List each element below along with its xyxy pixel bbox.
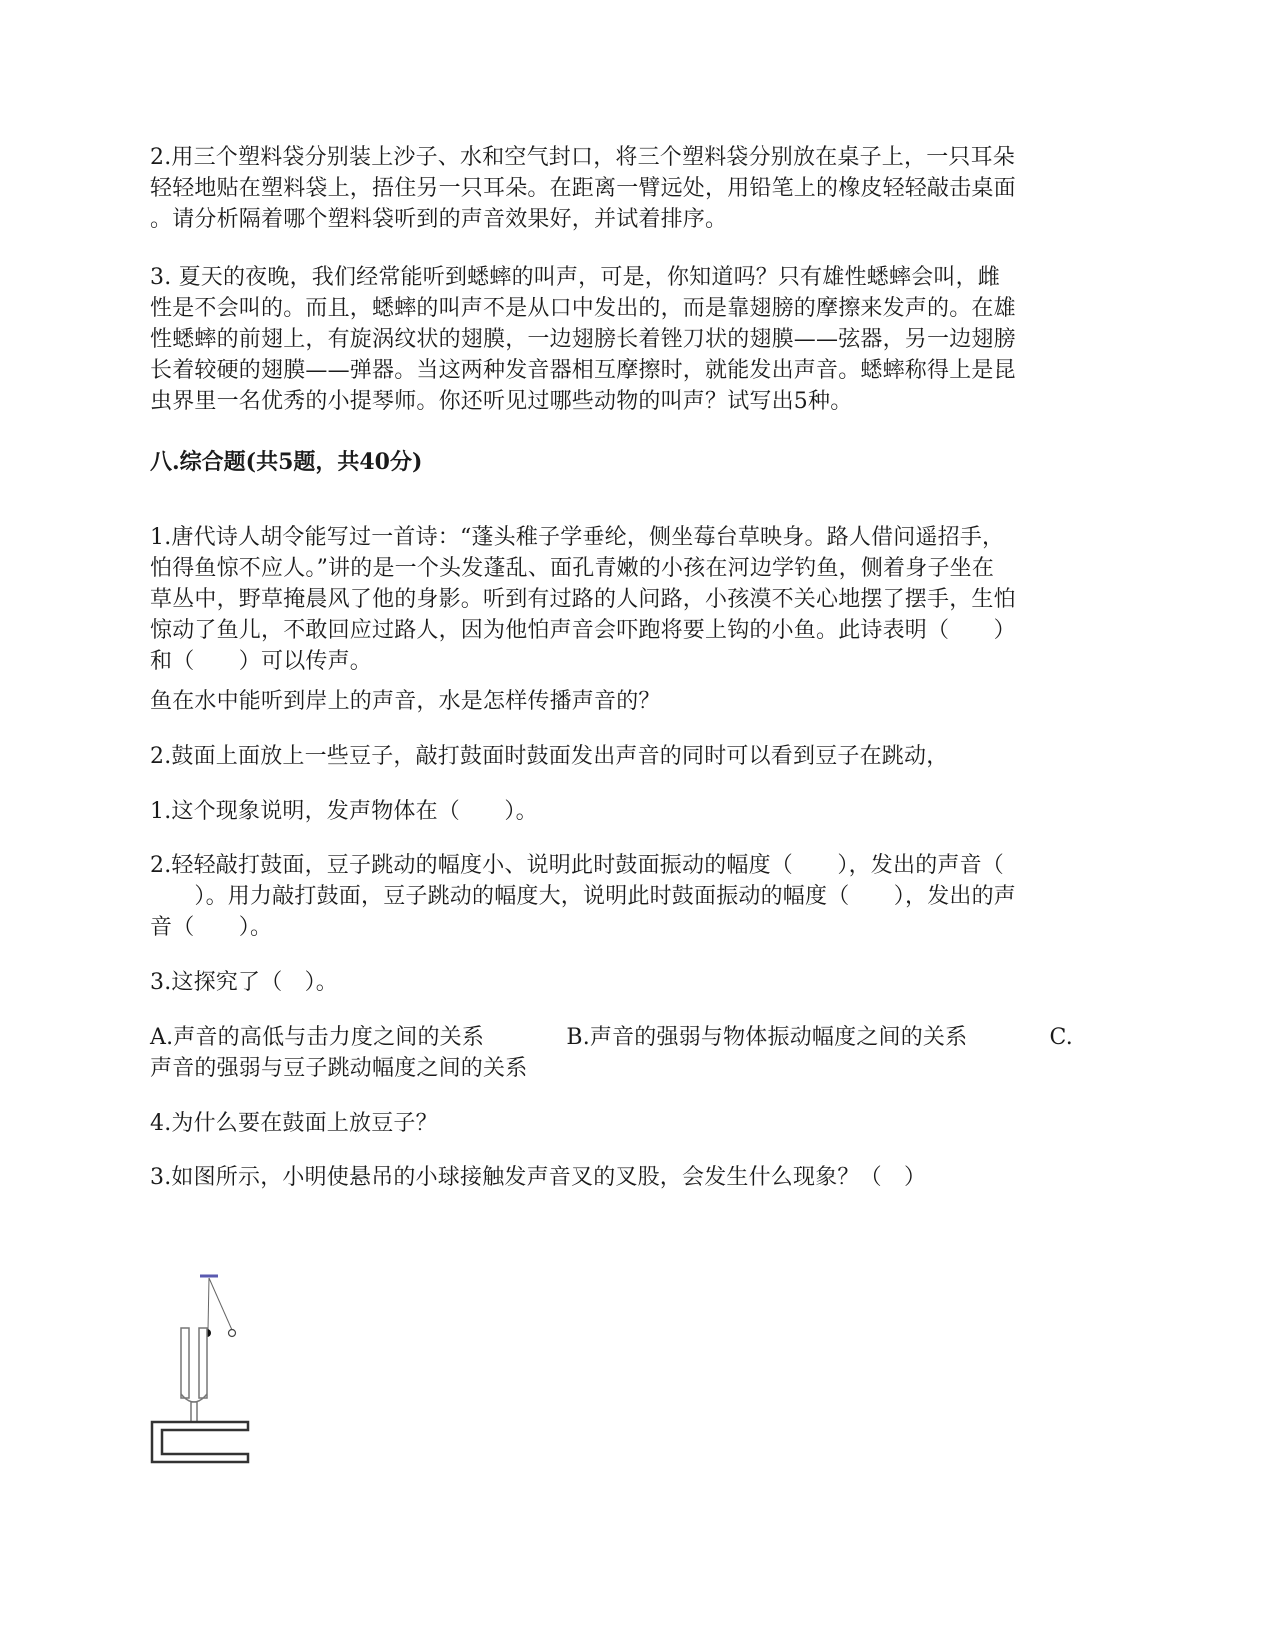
section8-question-2-options <box>150 1022 1125 1084</box>
section8-question-2-sub-2 <box>150 850 1125 943</box>
section8-question-1-subquestion: 鱼在水中能听到岸上的声音，水是怎样传播声音的？ <box>150 689 661 714</box>
tuning-fork-figure <box>150 1270 260 1470</box>
section8-question-1 <box>150 522 1125 677</box>
pendulum-string-rest <box>208 1278 209 1330</box>
section8-question-1-line: 1.唐代诗人胡令能写过一首诗：“蓬头稚子学垂纶，侧坐莓台草映身。路人借问遥招手， <box>150 525 1005 550</box>
question-3 <box>150 262 1125 417</box>
option-a: A.声音的高低与击力度之间的关系 <box>150 1025 485 1050</box>
section8-question-2-sub-2-line: ）。用力敲打鼓面，豆子跳动的幅度大，说明此时鼓面振动的幅度（ ），发出的声 <box>150 884 1017 909</box>
section8-question-1-line: 怕得鱼惊不应人。”讲的是一个头发蓬乱、面孔青嫩的小孩在河边学钓鱼，侧着身子坐在 <box>150 556 995 581</box>
question-3-line: 性是不会叫的。而且，蟋蟀的叫声不是从口中发出的，而是靠翅膀的摩擦来发声的。在雄 <box>150 296 1016 321</box>
question-2-line: 2.用三个塑料袋分别装上沙子、水和空气封口，将三个塑料袋分别放在桌子上，一只耳朵 <box>150 145 1015 170</box>
section8-question-2-sub-2-line: 音（ ）。 <box>150 915 273 940</box>
question-3-line: 虫界里一名优秀的小提琴师。你还听见过哪些动物的叫声？试写出5种。 <box>150 389 853 414</box>
section8-question-1-line: 和（ ）可以传声。 <box>150 649 373 674</box>
option-c-text: 声音的强弱与豆子跳动幅度之间的关系 <box>150 1056 528 1081</box>
question-3-line: 长着较硬的翅膜——弹器。当这两种发音器相互摩擦时，就能发出声音。蟋蟀称得上是昆 <box>150 358 1016 383</box>
options-first-line <box>150 1022 1125 1053</box>
option-c-prefix: C. <box>1049 1025 1073 1050</box>
section8-question-2-sub-2-line: 2.轻轻敲打鼓面，豆子跳动的幅度小、说明此时鼓面振动的幅度（ ），发出的声音（ <box>150 853 1004 878</box>
section8-question-2-sub-4: 4.为什么要在鼓面上放豆子？ <box>150 1111 438 1136</box>
question-2-line: 。请分析隔着哪个塑料袋听到的声音效果好，并试着排序。 <box>150 207 728 232</box>
question-2-line: 轻轻地贴在塑料袋上，捂住另一只耳朵。在距离一臂远处，用铅笔上的橡皮轻轻敲击桌面 <box>150 176 1016 201</box>
section8-question-2-sub-3: 3.这探究了（ ）。 <box>150 970 338 995</box>
section8-question-1-line: 草丛中，野草掩晨风了他的身影。听到有过路的人问路，小孩漠不关心地摆了摆手，生怕 <box>150 587 1016 612</box>
section8-question-2-intro: 2.鼓面上面放上一些豆子，敲打鼓面时鼓面发出声音的同时可以看到豆子在跳动， <box>150 744 949 769</box>
question-3-line: 性蟋蟀的前翅上，有旋涡纹状的翅膜，一边翅膀长着锉刀状的翅膜——弦器，另一边翅膀 <box>150 327 1016 352</box>
section8-question-3: 3.如图所示，小明使悬吊的小球接触发声音叉的叉股，会发生什么现象？（ ） <box>150 1165 927 1190</box>
fork-prong-left <box>181 1328 189 1398</box>
question-3-line: 3. 夏天的夜晚，我们经常能听到蟋蟀的叫声，可是，你知道吗？只有雄性蟋蟀会叫，雌 <box>150 265 1000 290</box>
section8-question-1-line: 惊动了鱼儿，不敢回应过路人，因为他怕声音会吓跑将要上钩的小鱼。此诗表明（ ） <box>150 618 1016 643</box>
option-b: B.声音的强弱与物体振动幅度之间的关系 <box>566 1025 968 1050</box>
ball-swing-position <box>229 1330 236 1337</box>
fork-stand <box>152 1422 248 1462</box>
section-heading: 八.综合题(共5题，共40分) <box>150 449 423 475</box>
question-2 <box>150 142 1125 235</box>
fork-prong-right <box>199 1328 207 1398</box>
section8-question-2-sub-1: 1.这个现象说明，发声物体在（ ）。 <box>150 799 538 824</box>
pendulum-string <box>209 1278 232 1330</box>
fork-stem <box>191 1402 197 1422</box>
